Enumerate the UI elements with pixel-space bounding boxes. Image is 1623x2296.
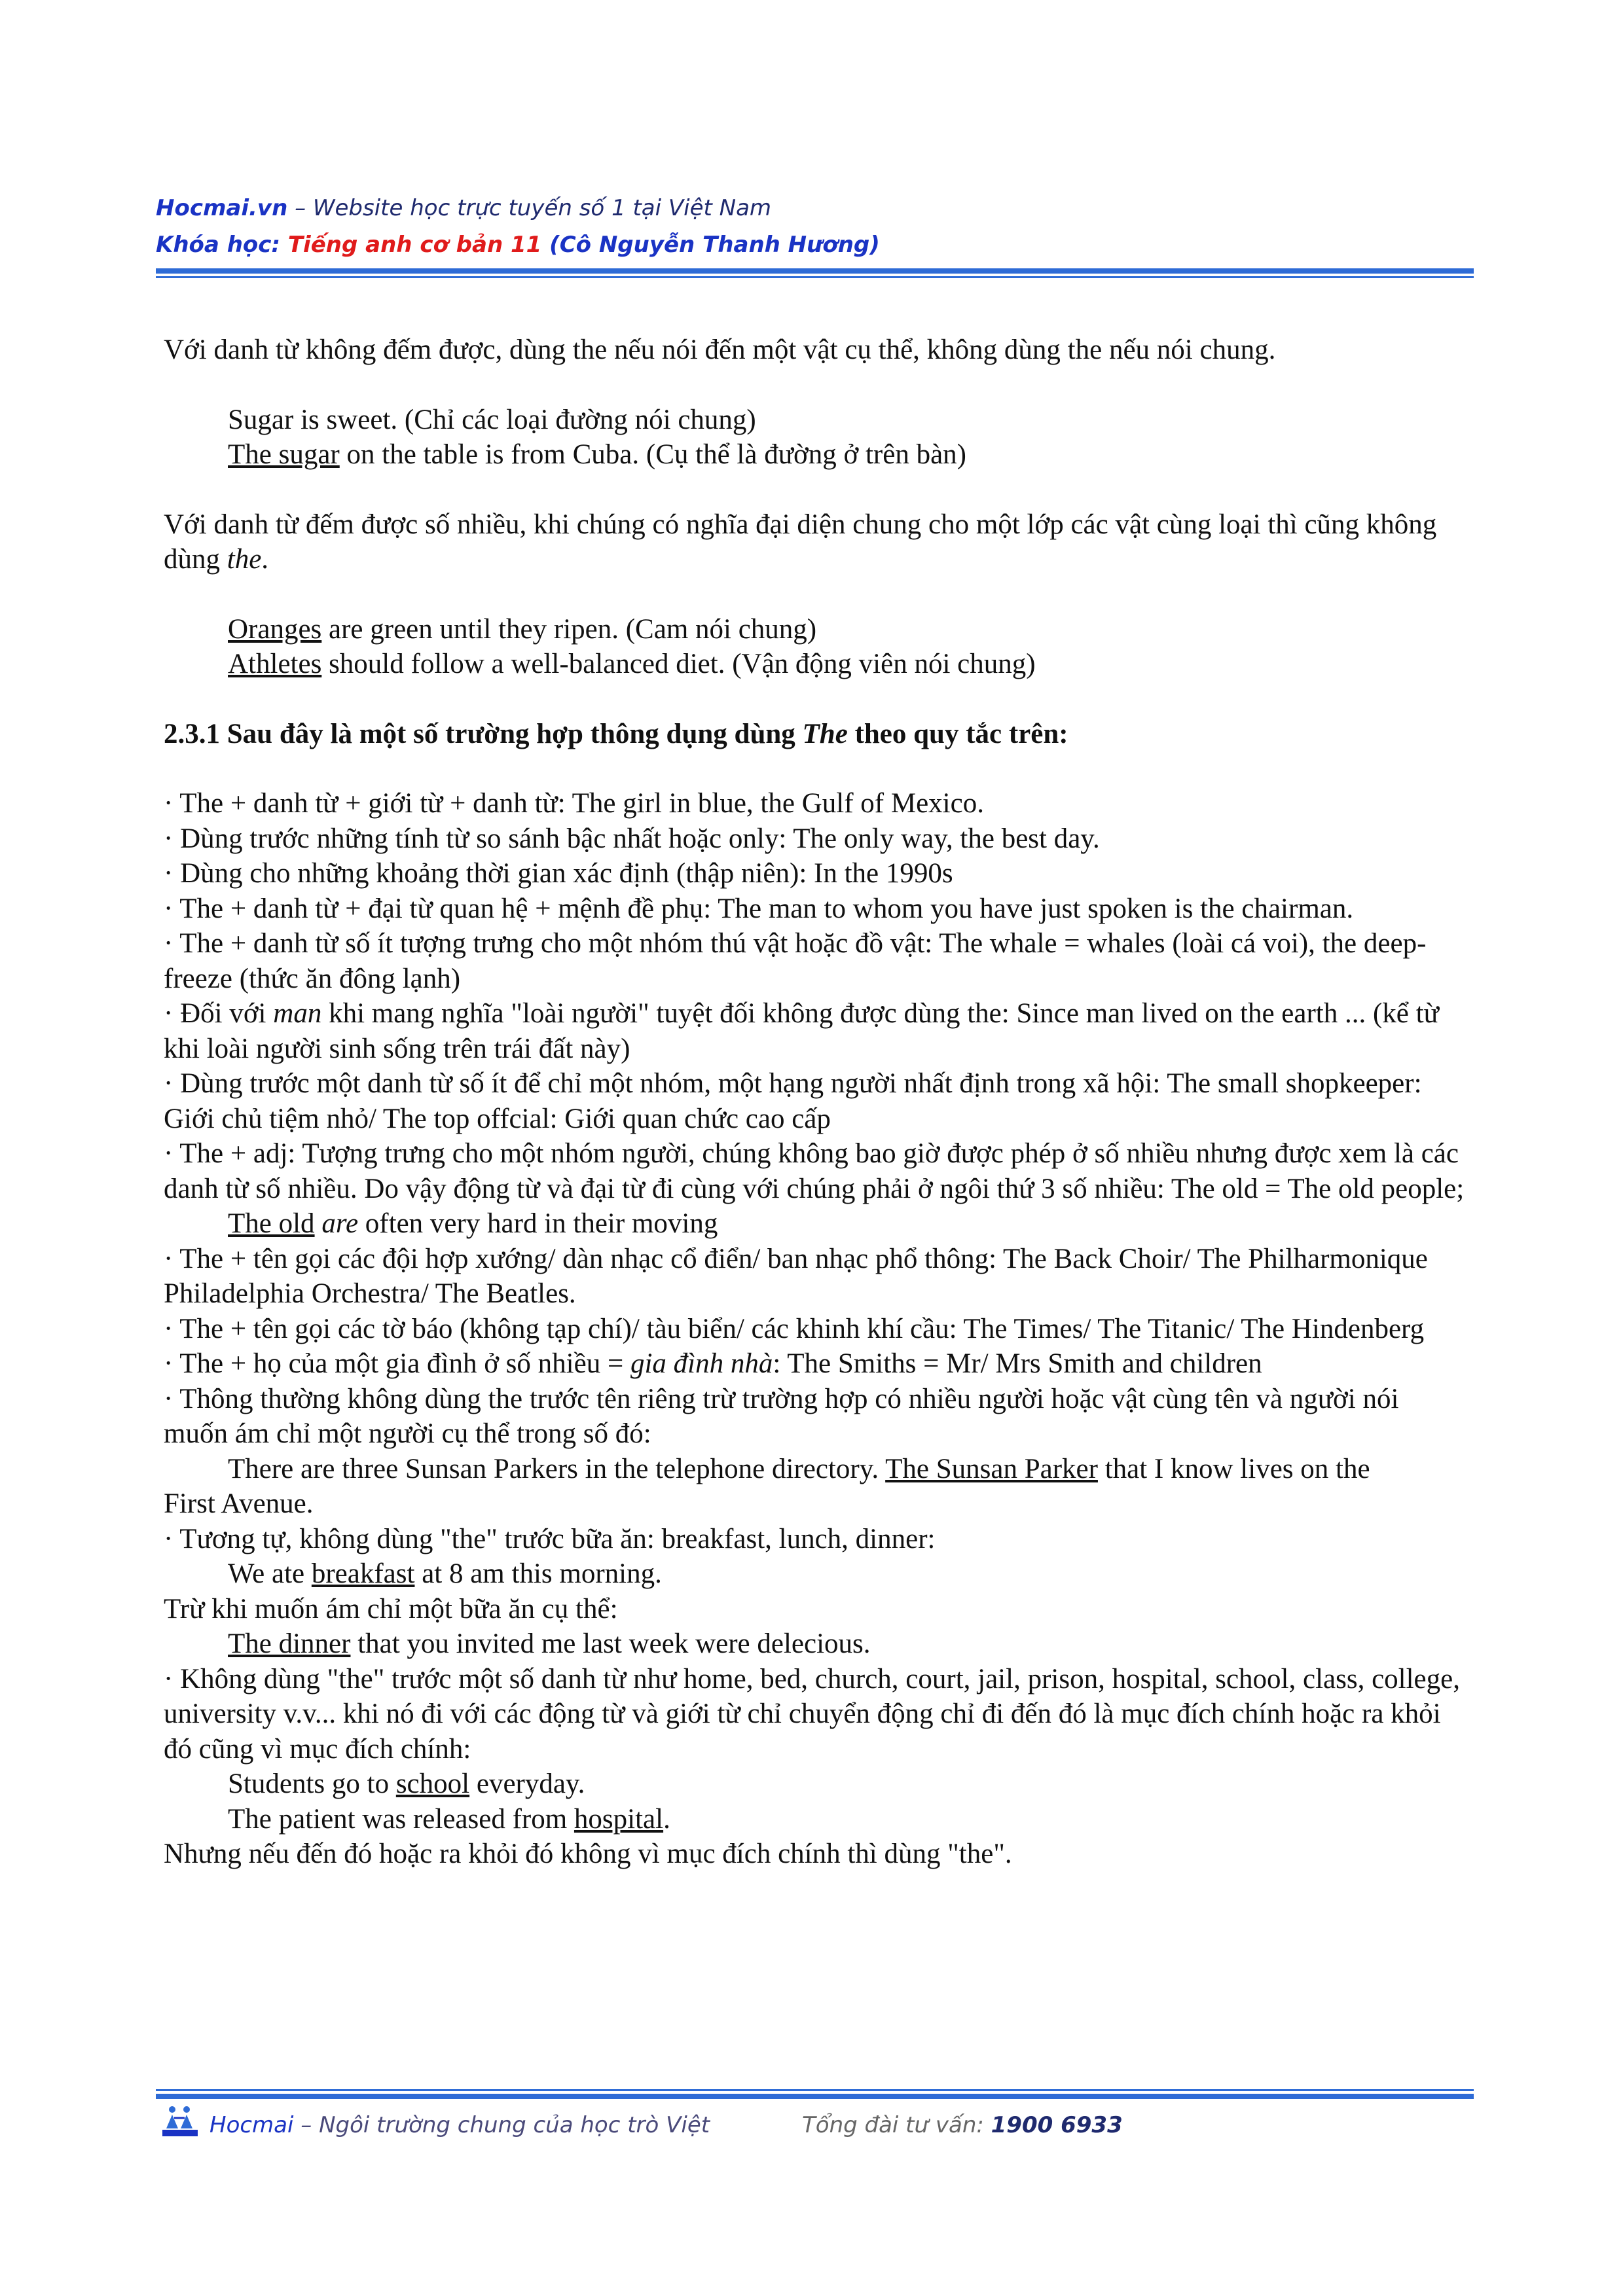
underlined-term: school <box>395 1768 470 1799</box>
course-teacher: (Cô Nguyễn Thanh Hương) <box>541 232 880 258</box>
spacer <box>164 473 1467 507</box>
example-line <box>164 1452 1467 1487</box>
header-line-1 <box>156 194 771 223</box>
course-prefix: Khóa học: <box>156 232 288 258</box>
example-continuation: First Avenue. <box>164 1488 314 1519</box>
header-tagline: – Website học trực tuyến số 1 tại Việt Nam <box>287 195 772 221</box>
bullet-item: · Không dùng "the" trước một số danh từ như home, bed, church, court, jail, prison, hospital, school, class, college, university v.v... khi nó đi với các động từ và giới từ chỉ chuyển động chỉ đi đến đó là mục đích chính hoặc ra khỏi đó cũng vì mục đích chính: <box>164 1663 1460 1765</box>
underlined-term: hospital <box>574 1803 664 1835</box>
paragraph-text: . <box>261 544 269 575</box>
spacer <box>164 682 1467 717</box>
italic-term: are <box>321 1208 359 1239</box>
heading-text: theo quy tắc trên: <box>847 718 1068 749</box>
example-text: everyday. <box>469 1768 585 1799</box>
footer-right <box>802 2111 1123 2140</box>
bullet-item: · The + adj: Tượng trưng cho một nhóm người, chúng không bao giờ được phép ở số nhiều nhưng được xem là các danh từ số nhiều. Do vậy động từ và đại từ đi cùng với chúng phải ở ngôi thứ 3 số nhiều: The old = The old people; <box>164 1138 1465 1204</box>
bullet-text: : The Smiths = Mr/ Mrs Smith and children <box>773 1348 1262 1379</box>
footer-left <box>210 2111 710 2140</box>
underlined-term: The dinner <box>228 1628 351 1659</box>
italic-term: the <box>227 544 262 575</box>
spacer <box>164 368 1467 403</box>
example-line <box>164 1767 1467 1802</box>
bullet-text: khi mang nghĩa "loài người" tuyệt đối không được dùng the: Since man lived on the earth ... (kể từ khi loài người sinh sống trên trái đất này) <box>164 998 1439 1064</box>
section-heading <box>164 717 1467 752</box>
bullet-item: · The + danh từ + giới từ + danh từ: The girl in blue, the Gulf of Mexico. <box>164 788 984 819</box>
example-line: Sugar is sweet. (Chỉ các loại đường nói chung) <box>228 404 756 435</box>
paragraph: Trừ khi muốn ám chỉ một bữa ăn cụ thể: <box>164 1593 618 1624</box>
example-line <box>164 1802 1467 1837</box>
italic-term: man <box>273 998 322 1029</box>
paragraph-text: Với danh từ đếm được số nhiều, khi chúng có nghĩa đại diện chung cho một lớp các vật cùng loại thì cũng không dùng <box>164 509 1437 575</box>
course-name: Tiếng anh cơ bản 11 <box>287 232 542 258</box>
bullet-item: · The + danh từ số ít tượng trưng cho một nhóm thú vật hoặc đồ vật: The whale = whales (loài cá voi), the deep-freeze (thức ăn đông lạnh) <box>164 928 1427 994</box>
example-text: that I know lives on the <box>1097 1453 1370 1484</box>
header-brand: Hocmai.vn <box>156 195 288 221</box>
bullet-text: · Đối với <box>164 998 274 1029</box>
example-text: Students go to <box>228 1768 396 1799</box>
hocmai-logo-icon <box>160 2104 200 2139</box>
example-text: at 8 am this morning. <box>414 1558 662 1589</box>
bullet-item: · Dùng trước những tính từ so sánh bậc nhất hoặc only: The only way, the best day. <box>164 823 1100 854</box>
header-line-2 <box>156 230 880 259</box>
bullet-item <box>164 996 1467 1066</box>
italic-term: gia đình nhà <box>630 1348 773 1379</box>
underlined-term: The Sunsan Parker <box>885 1453 1098 1484</box>
footer-brand: Hocmai <box>210 2112 294 2138</box>
example-text: on the table is from Cuba. (Cụ thể là đường ở trên bàn) <box>339 439 966 470</box>
example-text: . <box>663 1803 670 1835</box>
example-line <box>164 1556 1467 1592</box>
example-text: should follow a well-balanced diet. (Vận động viên nói chung) <box>321 649 1036 679</box>
heading-text: 2.3.1 Sau đây là một số trường hợp thông dụng dùng <box>164 718 803 749</box>
underlined-term: breakfast <box>311 1558 415 1589</box>
bullet-item: · The + tên gọi các tờ báo (không tạp chí)/ tàu biển/ các khinh khí cầu: The Times/ The Titanic/ The Hindenberg <box>164 1313 1425 1344</box>
example-text: The patient was released from <box>228 1803 574 1835</box>
example-text: often very hard in their moving <box>358 1208 718 1239</box>
bullet-item: · Dùng cho những khoảng thời gian xác định (thập niên): In the 1990s <box>164 858 953 889</box>
example-line <box>164 1626 1467 1662</box>
example-line <box>164 1206 1467 1242</box>
document-body <box>164 332 1467 1872</box>
bullet-item: · The + danh từ + đại từ quan hệ + mệnh đề phụ: The man to whom you have just spoken is the chairman. <box>164 893 1354 924</box>
example-line <box>164 612 1467 647</box>
bullet-item: · The + tên gọi các đội hợp xướng/ dàn nhạc cổ điển/ ban nhạc phổ thông: The Back Choir/ The Philharmonique Philadelphia Orchestra/ The Beatles. <box>164 1243 1428 1309</box>
heading-italic: The <box>802 718 848 749</box>
hotline-label: Tổng đài tư vấn: <box>802 2112 991 2138</box>
paragraph: Nhưng nếu đến đó hoặc ra khỏi đó không vì mục đích chính thì dùng "the". <box>164 1839 1012 1869</box>
example-line <box>164 437 1467 473</box>
underlined-term: The sugar <box>228 439 340 470</box>
underlined-term: Athletes <box>228 649 322 679</box>
example-text: that you invited me last week were delecious. <box>350 1628 871 1659</box>
underlined-term: The old <box>228 1208 315 1239</box>
example-text: We ate <box>228 1558 312 1589</box>
paragraph <box>164 507 1467 577</box>
footer-rule-thick <box>156 2094 1474 2099</box>
footer-slogan: – Ngôi trường chung của học trò Việt <box>293 2112 710 2138</box>
example-text: are green until they ripen. (Cam nói chung) <box>321 613 817 645</box>
bullet-item: · Tương tự, không dùng "the" trước bữa ăn: breakfast, lunch, dinner: <box>164 1523 936 1554</box>
spacer <box>164 577 1467 612</box>
paragraph: Với danh từ không đếm được, dùng the nếu nói đến một vật cụ thể, không dùng the nếu nói chung. <box>164 334 1276 365</box>
header-rule-thick <box>156 268 1474 274</box>
underlined-term: Oranges <box>228 613 322 645</box>
example-text: There are three Sunsan Parkers in the telephone directory. <box>228 1453 886 1484</box>
bullet-item: · Dùng trước một danh từ số ít để chỉ một nhóm, một hạng người nhất định trong xã hội: The small shopkeeper: Giới chủ tiệm nhỏ/ The top offcial: Giới quan chức cao cấp <box>164 1068 1422 1134</box>
bullet-text: · The + họ của một gia đình ở số nhiều = <box>164 1348 630 1379</box>
footer-rule-thin <box>156 2089 1474 2091</box>
spacer <box>164 751 1467 786</box>
hotline-number: 1900 6933 <box>991 2112 1123 2138</box>
header-rule-thin <box>156 276 1474 278</box>
bullet-item <box>164 1346 1467 1382</box>
example-line <box>164 647 1467 682</box>
bullet-item: · Thông thường không dùng the trước tên riêng trừ trường hợp có nhiều người hoặc vật cùng tên và người nói muốn ám chỉ một người cụ thể trong số đó: <box>164 1383 1399 1449</box>
